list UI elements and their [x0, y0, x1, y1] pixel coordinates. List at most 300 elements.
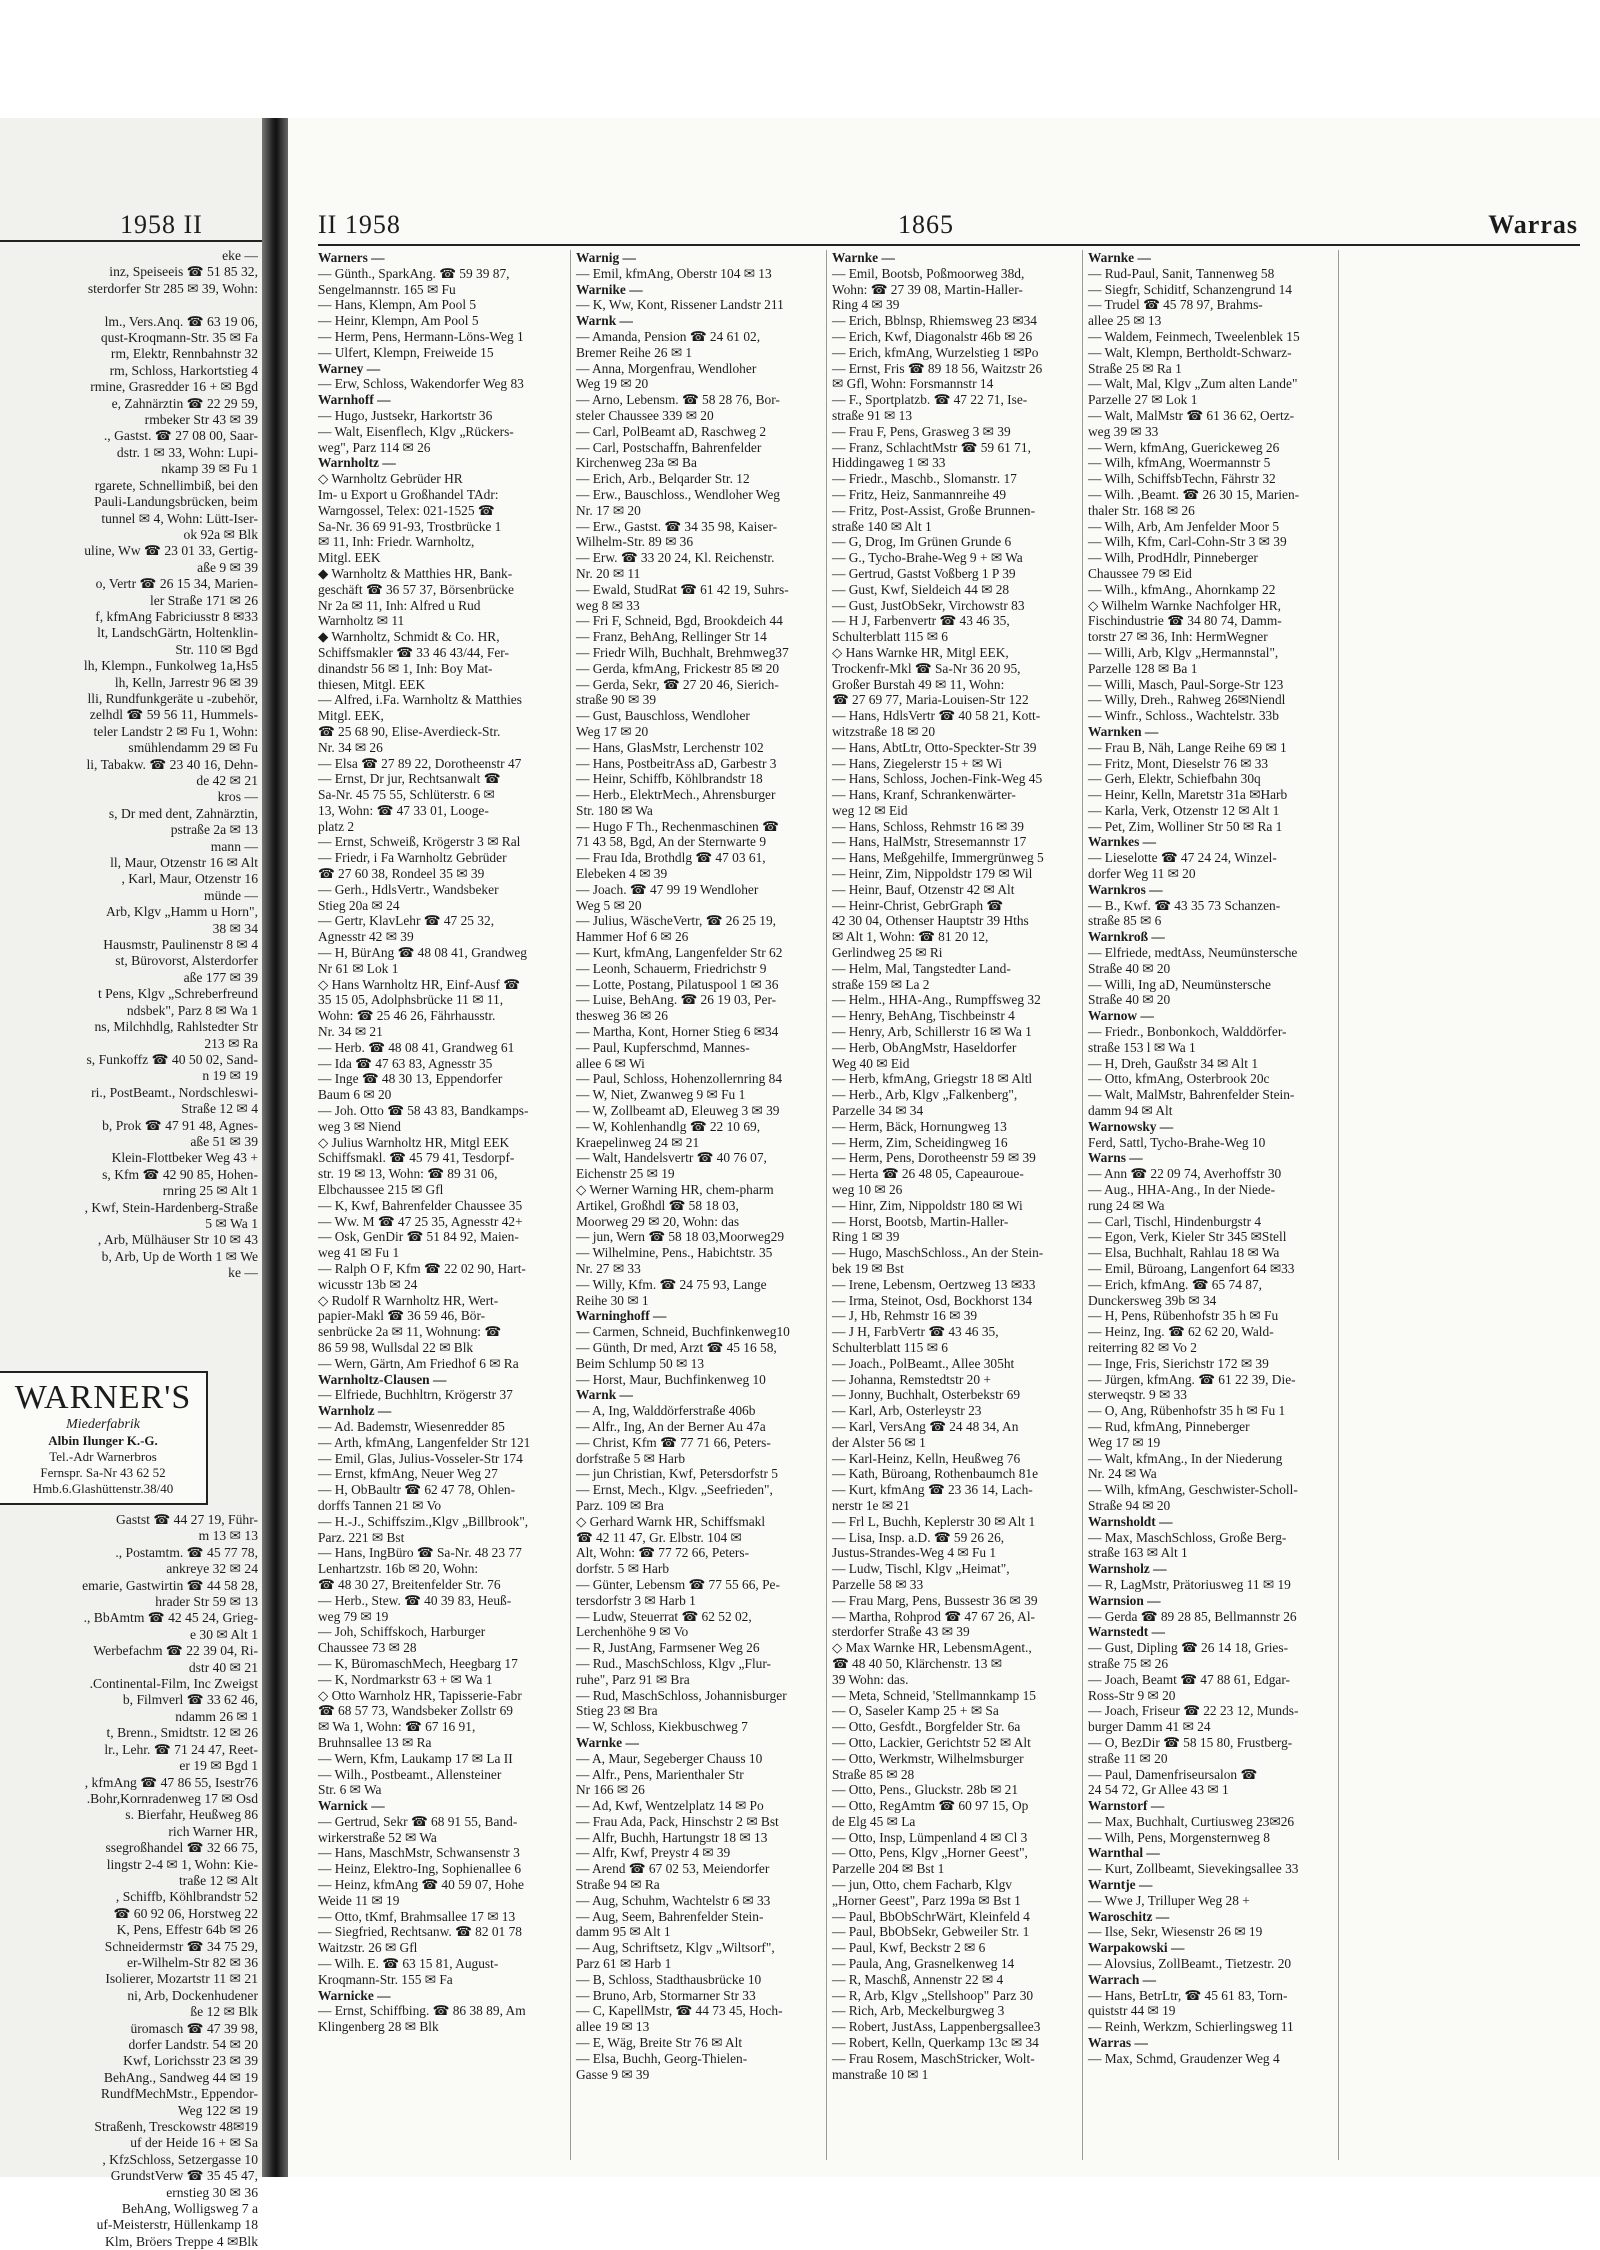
- left-page-entry-line: BehAng., Sandweg 44 ✉ 19: [103, 2069, 258, 2085]
- left-page-entry-line: smühlendamm 29 ✉ Fu: [128, 740, 258, 756]
- directory-entry-line: Warntje —: [1088, 1877, 1153, 1893]
- directory-entry-line: — Alfred, i.Fa. Warnholtz & Matthies: [318, 692, 522, 708]
- directory-entry-line: — Inge, Fris, Sierichstr 172 ✉ 39: [1088, 1355, 1269, 1371]
- directory-entry-line: — jun, Wern ☎ 58 18 03,Moorweg29: [576, 1229, 785, 1245]
- directory-entry-line: — Otto, Gesfdt., Borgfelder Str. 6a: [832, 1719, 1021, 1735]
- directory-entry-line: ◇ Wilhelm Warnke Nachfolger HR,: [1088, 597, 1281, 613]
- directory-columns: [318, 250, 1580, 2160]
- directory-entry-line: — Horst, Bootsb, Martin-Haller-: [832, 1213, 1009, 1229]
- left-page-entry-line: hrader Str 59 ✉ 13: [155, 1594, 258, 1610]
- directory-entry-line: — Karl-Heinz, Kelln, Heußweg 76: [832, 1450, 1021, 1466]
- directory-entry-line: — Heinr, Schiffb, Köhlbrandstr 18: [576, 771, 763, 787]
- left-page-entry-line: ll, Maur, Otzenstr 16 ✉ Alt: [110, 855, 258, 871]
- left-page-entry-line: ., Gastst. ☎ 27 08 00, Saar-: [103, 428, 258, 444]
- directory-entry-line: — Fri F, Schneid, Bgd, Brookdeich 44: [576, 613, 783, 629]
- directory-entry-line: ☎ 48 30 27, Breitenfelder Str. 76: [318, 1576, 501, 1592]
- directory-entry-line: ◇ Gerhard Warnk HR, Schiffsmakl: [576, 1513, 766, 1529]
- directory-entry-line: — Waldem, Feinmech, Tweelenblek 15: [1088, 328, 1300, 344]
- directory-entry-line: — R, Maschß, Annenstr 22 ✉ 4: [832, 1971, 1004, 1987]
- directory-entry-line: — Reinh, Werkzm, Schierlingsweg 11: [1088, 2019, 1294, 2035]
- directory-entry-line: platz 2: [318, 818, 355, 834]
- directory-entry-line: — Wilh., Postbeamt., Allensteiner: [318, 1766, 502, 1782]
- directory-entry-line: — Horst, Maur, Buchfinkenweg 10: [576, 1371, 766, 1387]
- directory-entry-line: Straße 40 ✉ 20: [1088, 992, 1171, 1008]
- directory-entry-line: — Erw. ☎ 33 20 24, Kl. Reichenstr.: [576, 550, 775, 566]
- directory-entry-line: — Alfr, Kwf, Preystr 4 ✉ 39: [576, 1845, 731, 1861]
- directory-entry-line: Parzelle 34 ✉ 34: [832, 1103, 924, 1119]
- directory-entry-line: ✉ 11, Inh: Friedr. Warnholtz,: [318, 534, 475, 550]
- directory-entry-line: — Gust, Bauschloss, Wendloher: [576, 708, 750, 724]
- directory-entry-line: — Arth, kfmAng, Langenfelder Str 121: [318, 1434, 531, 1450]
- directory-entry-line: Warnkes —: [1088, 834, 1157, 850]
- directory-entry-line: Straße 25 ✉ Ra 1: [1088, 360, 1182, 376]
- directory-entry-line: Warnkros —: [1088, 881, 1163, 897]
- left-page-entry-line: aße 51 ✉ 39: [190, 1133, 258, 1149]
- directory-entry-line: allee 6 ✉ Wi: [576, 1055, 645, 1071]
- directory-entry-line: — Hugo, MaschSchloss., An der Stein-: [832, 1245, 1044, 1261]
- directory-entry-line: Baum 6 ✉ 20: [318, 1087, 392, 1103]
- directory-entry-line: — Alfr., Ing, An der Berner Au 47a: [576, 1418, 766, 1434]
- left-page-entry-line: st, Bürovorst, Alsterdorfer: [115, 953, 258, 969]
- directory-entry-line: — Johanna, Remstedtstr 20 +: [832, 1371, 991, 1387]
- directory-entry-line: dorffs Tannen 21 ✉ Vo: [318, 1497, 442, 1513]
- directory-entry-line: Waroschitz —: [1088, 1908, 1170, 1924]
- left-page-entry-line: uf-Meisterstr, Hüllenkamp 18: [96, 2217, 258, 2233]
- directory-entry-line: Lerchenhöhe 9 ✉ Vo: [576, 1624, 689, 1640]
- left-page-entry-line: Straßenh, Tresckowstr 48✉19: [94, 2119, 258, 2135]
- directory-entry-line: — Fritz, Mont, Dieselstr 76 ✉ 33: [1088, 755, 1269, 771]
- left-page-entry-line: Klm, Bröers Treppe 4 ✉Blk: [105, 2233, 258, 2249]
- directory-entry-line: Schulterblatt 115 ✉ 6: [832, 629, 948, 645]
- directory-entry-line: — Elsa, Buchh, Georg-Thielen-: [576, 2050, 748, 2066]
- directory-entry-line: Chaussee 73 ✉ 28: [318, 1640, 417, 1656]
- directory-entry-line: weg 12 ✉ Eid: [832, 802, 908, 818]
- directory-entry-line: — Wilh. ,Beamt. ☎ 26 30 15, Marien-: [1088, 486, 1300, 502]
- left-page-entry-line: lli, Rundfunkgeräte u -zubehör,: [87, 690, 258, 706]
- directory-entry-line: — Paul, Damenfriseursalon ☎: [1088, 1766, 1258, 1782]
- directory-entry-line: — Egon, Verk, Kieler Str 345 ✉Stell: [1088, 1229, 1287, 1245]
- directory-entry-line: — H, Pens, Rübenhofstr 35 h ✉ Fu: [1088, 1308, 1279, 1324]
- directory-entry-line: weg 39 ✉ 33: [1088, 423, 1159, 439]
- directory-entry-line: — Gust, Kwf, Sieldeich 44 ✉ 28: [832, 581, 1010, 597]
- directory-entry-line: — Ad. Bademstr, Wiesenredder 85: [318, 1418, 505, 1434]
- directory-entry-line: — Willi, Arb, Klgv „Hermannstal",: [1088, 644, 1279, 660]
- directory-entry-line: — Otto, Werkmstr, Wilhelmsburger: [832, 1750, 1024, 1766]
- left-page-entry-line: rmbeker Str 43 ✉ 39: [144, 412, 258, 428]
- directory-entry-line: ☎ 25 68 90, Elise-Averdieck-Str.: [318, 723, 501, 739]
- right-page: [288, 118, 1600, 2177]
- directory-entry-line: — Hans, AbtLtr, Otto-Speckter-Str 39: [832, 739, 1037, 755]
- directory-entry-line: — Frl L, Buchh, Keplerstr 30 ✉ Alt 1: [832, 1513, 1036, 1529]
- directory-entry-line: Sengelmannstr. 165 ✉ Fu: [318, 281, 456, 297]
- directory-entry-line: — Friedr., Maschb., Slomanstr. 17: [832, 471, 1017, 487]
- directory-entry-line: — Otto, tKmf, Brahmsallee 17 ✉ 13: [318, 1908, 516, 1924]
- directory-entry-line: 71 43 58, Bgd, An der Sternwarte 9: [576, 834, 767, 850]
- directory-entry-line: — Hans, Kranf, Schrankenwärter-: [832, 787, 1016, 803]
- left-page-entry-line: ernstieg 30 ✉ 36: [166, 2184, 258, 2200]
- directory-entry-line: — Luise, BehAng. ☎ 26 19 03, Per-: [576, 992, 777, 1008]
- directory-entry-line: — Jonny, Buchhalt, Osterbekstr 69: [832, 1387, 1021, 1403]
- directory-entry-line: rung 24 ✉ Wa: [1088, 1197, 1165, 1213]
- left-page-entry-line: ns, Milchhdlg, Rahlstedter Str: [94, 1019, 258, 1035]
- left-page-entry-line: [0, 297, 258, 313]
- directory-entry-line: — Max, Schmd, Graudenzer Weg 4: [1088, 2050, 1280, 2066]
- directory-entry-line: wirkerstraße 52 ✉ Wa: [318, 1829, 437, 1845]
- directory-entry-line: Moorweg 29 ✉ 20, Wohn: das: [576, 1213, 740, 1229]
- left-page-entry-line: lh, Kelln, Jarrestr 96 ✉ 39: [114, 674, 258, 690]
- directory-entry-line: — Walt, kfmAng., In der Niederung: [1088, 1450, 1283, 1466]
- directory-entry-line: — Wilh, Kfm, Carl-Cohn-Str 3 ✉ 39: [1088, 534, 1287, 550]
- left-page-entry-line: ok 92a ✉ Blk: [183, 526, 258, 542]
- directory-entry-line: Kraepelinweg 24 ✉ 21: [576, 1134, 700, 1150]
- directory-entry-line: Kroqmann-Str. 155 ✉ Fa: [318, 1971, 453, 1987]
- ad-brand: WARNER'S: [14, 1379, 192, 1416]
- directory-entry-line: — R, Arb, Klgv „Stellshoop" Parz 30: [832, 1987, 1034, 2003]
- directory-entry-line: Nr 61 ✉ Lok 1: [318, 960, 399, 976]
- directory-entry-line: — Robert, JustAss, Lappenbergsallee3: [832, 2019, 1041, 2035]
- left-page-entry-line: , KfzSchloss, Setzergasse 10: [102, 2151, 258, 2167]
- directory-entry-line: — W, Zollbeamt aD, Eleuweg 3 ✉ 39: [576, 1103, 780, 1119]
- directory-entry-line: Parzelle 204 ✉ Bst 1: [832, 1861, 945, 1877]
- directory-entry-line: damm 95 ✉ Alt 1: [576, 1924, 671, 1940]
- ad-line-3: Fernspr. Sa-Nr 43 62 52: [40, 1465, 166, 1480]
- directory-entry-line: ◇ Julius Warnholtz HR, Mitgl EEK: [318, 1134, 510, 1150]
- directory-entry-line: — Helm, Mal, Tangstedter Land-: [832, 960, 1011, 976]
- directory-entry-line: — Trudel ☎ 45 78 97, Brahms-: [1088, 297, 1263, 313]
- directory-entry-line: — Herta ☎ 26 48 05, Capeauroue-: [832, 1166, 1024, 1182]
- left-page-entry-line: Isolierer, Mozartstr 11 ✉ 21: [105, 1971, 258, 1987]
- directory-entry-line: Nr 2a ✉ 11, Inh: Alfred u Rud: [318, 597, 481, 613]
- page-header: [318, 210, 1578, 242]
- left-page-entry-line: .Continental-Film, Inc Zweigst: [89, 1676, 258, 1692]
- directory-entry-line: senbrücke 2a ✉ 11, Wohnung: ☎: [318, 1324, 502, 1340]
- directory-entry-line: — Emil, Bootsb, Poßmoorweg 38d,: [832, 265, 1025, 281]
- left-page-entry-line: Straße 12 ✉ 4: [181, 1101, 258, 1117]
- directory-entry-line: — Joach, Beamt ☎ 47 88 61, Edgar-: [1088, 1671, 1290, 1687]
- left-page-entry-line: ., Postamtm. ☎ 45 77 78,: [115, 1544, 258, 1560]
- directory-entry-line: — Ilse, Sekr, Wiesenstr 26 ✉ 19: [1088, 1924, 1263, 1940]
- directory-entry-line: — F., Sportplatzb. ☎ 47 22 71, Ise-: [832, 392, 1028, 408]
- left-page-entry-line: er-Wilhelm-Str 82 ✉ 36: [127, 1954, 258, 1970]
- left-page-entry-line: ndsbek", Parz 8 ✉ Wa 1: [126, 1002, 258, 1018]
- directory-entry-line: Nr 166 ✉ 26: [576, 1782, 645, 1798]
- left-page-entry-line: lm., Vers.Anq. ☎ 63 19 06,: [104, 313, 258, 329]
- directory-entry-line: — Gerda ☎ 89 28 85, Bellmannstr 26: [1088, 1608, 1297, 1624]
- directory-entry-line: — Ernst, Mech., Klgv. „Seefrieden",: [576, 1482, 773, 1498]
- directory-entry-line: Parzelle 58 ✉ 33: [832, 1576, 924, 1592]
- left-page-entry-line: rich Warner HR,: [168, 1823, 258, 1839]
- directory-entry-line: — Winfr., Schloss., Wachtelstr. 33b: [1088, 708, 1279, 724]
- left-page-entry-line: s, Dr med dent, Zahnärztin,: [108, 805, 258, 821]
- directory-entry-line: — Carmen, Schneid, Buchfinkenweg10: [576, 1324, 790, 1340]
- left-page-entry-line: pstraße 2a ✉ 13: [170, 822, 258, 838]
- directory-entry-line: — Erw., Gastst. ☎ 34 35 98, Kaiser-: [576, 518, 778, 534]
- directory-entry-line: Bremer Reihe 26 ✉ 1: [576, 344, 693, 360]
- directory-entry-line: Warnsion —: [1088, 1592, 1161, 1608]
- directory-entry-line: — Aug., HHA-Ang., In der Niede-: [1088, 1182, 1276, 1198]
- directory-entry-line: weg 41 ✉ Fu 1: [318, 1245, 400, 1261]
- directory-entry-line: — Elfriede, medtAss, Neumünstersche: [1088, 945, 1298, 961]
- left-page-entry-line: ler Straße 171 ✉ 26: [149, 592, 258, 608]
- directory-entry-line: — Herb., Stew. ☎ 40 39 83, Heuß-: [318, 1592, 512, 1608]
- directory-entry-line: — Max, Buchhalt, Curtiusweg 23✉26: [1088, 1813, 1295, 1829]
- directory-entry-line: str. 19 ✉ 13, Wohn: ☎ 89 31 06,: [318, 1166, 498, 1182]
- directory-entry-line: — Friedr., Bonbonkoch, Walddörfer-: [1088, 1024, 1287, 1040]
- directory-entry-line: Weg 40 ✉ Eid: [832, 1055, 910, 1071]
- directory-entry-line: reiterring 82 ✉ Vo 2: [1088, 1339, 1197, 1355]
- left-page-entry-line: o, Vertr ☎ 26 15 34, Marien-: [95, 576, 258, 592]
- directory-entry-line: — Hans, Klempn, Am Pool 5: [318, 297, 477, 313]
- directory-entry-line: — Rich, Arb, Meckelburgweg 3: [832, 2003, 1005, 2019]
- directory-entry-line: ✉ Wa 1, Wohn: ☎ 67 16 91,: [318, 1719, 476, 1735]
- directory-entry-line: Klingenberg 28 ✉ Blk: [318, 2019, 439, 2035]
- directory-entry-line: — Frau Ada, Pack, Hinschstr 2 ✉ Bst: [576, 1813, 779, 1829]
- directory-entry-line: dinandstr 56 ✉ 1, Inh: Boy Mat-: [318, 660, 493, 676]
- directory-entry-line: Weide 11 ✉ 19: [318, 1892, 400, 1908]
- directory-entry-line: — Walt, MalMstr ☎ 61 36 62, Oertz-: [1088, 407, 1295, 423]
- directory-entry-line: — Gertr, KlavLehr ☎ 47 25 32,: [318, 913, 495, 929]
- directory-entry-line: — jun, Otto, chem Facharb, Klgv: [832, 1877, 1012, 1893]
- directory-entry-line: — Ad, Kwf, Wentzelplatz 14 ✉ Po: [576, 1798, 764, 1814]
- directory-entry-line: — H J, Farbenvertr ☎ 43 46 35,: [832, 613, 1010, 629]
- left-page-entry-line: s, Kfm ☎ 42 90 85, Hohen-: [102, 1166, 258, 1182]
- directory-entry-line: — K, Ww, Kont, Rissener Landstr 211: [576, 297, 784, 313]
- directory-entry-line: ✉ Gfl, Wohn: Forsmannstr 14: [832, 376, 994, 392]
- directory-entry-line: Warras —: [1088, 2035, 1148, 2051]
- directory-entry-line: Waitzstr. 26 ✉ Gfl: [318, 1940, 418, 1956]
- left-page-rule: [0, 240, 262, 242]
- directory-entry-line: der Alster 56 ✉ 1: [832, 1434, 926, 1450]
- directory-entry-line: — Wilh, kfmAng, Geschwister-Scholl-: [1088, 1482, 1298, 1498]
- directory-entry-line: — Hans, GlasMstr, Lerchenstr 102: [576, 739, 764, 755]
- left-page-entry-line: e, Zahnärztin ☎ 22 29 59,: [111, 395, 258, 411]
- directory-entry-line: Lenhartzstr. 16b ✉ 20, Wohn:: [318, 1561, 479, 1577]
- warners-advertisement: [0, 1371, 208, 1505]
- directory-entry-line: — Fritz, Post-Assist, Große Brunnen-: [832, 502, 1036, 518]
- directory-entry-line: — Wilh. E. ☎ 63 15 81, August-: [318, 1956, 499, 1972]
- directory-entry-line: Chaussee 79 ✉ Eid: [1088, 565, 1192, 581]
- directory-entry-line: — Gust, JustObSekr, Virchowstr 83: [832, 597, 1025, 613]
- directory-entry-line: Nr. 27 ✉ 33: [576, 1261, 641, 1276]
- directory-column-1: [318, 250, 568, 2160]
- directory-entry-line: 42 30 04, Othenser Hauptstr 39 Hths: [832, 913, 1029, 929]
- directory-entry-line: — Aug, Schriftsetz, Klgv „Wiltsorf",: [576, 1940, 775, 1956]
- directory-entry-line: Gasse 9 ✉ 39: [576, 2066, 650, 2082]
- directory-entry-line: — Erich, kfmAng, Wurzelstieg 1 ✉Po: [832, 344, 1039, 360]
- directory-entry-line: ✉ Alt 1, Wohn: ☎ 81 20 12,: [832, 929, 989, 945]
- header-rule: [318, 244, 1580, 246]
- directory-entry-line: — Helm., HHA-Ang., Rumpffsweg 32: [832, 992, 1041, 1008]
- directory-entry-line: weg 3 ✉ Niend: [318, 1118, 401, 1134]
- directory-entry-line: Weg 5 ✉ 20: [576, 897, 642, 913]
- directory-entry-line: — Max, MaschSchloss, Große Berg-: [1088, 1529, 1287, 1545]
- directory-entry-line: — Robert, Kelln, Querkamp 13c ✉ 34: [832, 2035, 1039, 2051]
- left-page-entry-line: uline, Ww ☎ 23 01 33, Gertig-: [84, 543, 258, 559]
- left-page-entry-line: sterdorfer Str 285 ✉ 39, Wohn:: [87, 280, 258, 296]
- directory-entry-line: Warnicke —: [318, 1987, 391, 2003]
- directory-entry-line: Trockenfr-Mkl ☎ Sa-Nr 36 20 95,: [832, 660, 1021, 676]
- directory-entry-line: — Elsa, Buchhalt, Rahlau 18 ✉ Wa: [1088, 1245, 1280, 1261]
- directory-entry-line: Elebeken 4 ✉ 39: [576, 866, 668, 882]
- directory-entry-line: ◇ Max Warnke HR, LebensmAgent.,: [832, 1640, 1032, 1656]
- directory-entry-line: — Herb., Arb, Klgv „Falkenberg",: [832, 1087, 1018, 1103]
- directory-entry-line: — Walt, Mal, Klgv „Zum alten Lande": [1088, 376, 1298, 392]
- directory-entry-line: witzstraße 18 ✉ 20: [832, 723, 936, 739]
- directory-entry-line: Warnke —: [832, 250, 895, 265]
- directory-entry-line: geschäft ☎ 36 57 37, Börsenbrücke: [318, 581, 514, 597]
- directory-entry-line: — Paul, Kupferschmd, Mannes-: [576, 1039, 750, 1055]
- directory-entry-line: Hammer Hof 6 ✉ 26: [576, 929, 689, 945]
- directory-entry-line: Warpakowski —: [1088, 1940, 1185, 1956]
- directory-entry-line: — Wilh, kfmAng, Woermannstr 5: [1088, 455, 1271, 471]
- directory-entry-line: Nr. 17 ✉ 20: [576, 502, 641, 518]
- directory-entry-line: — Carl, Tischl, Hindenburgstr 4: [1088, 1213, 1262, 1229]
- directory-entry-line: Gerlindweg 25 ✉ Ri: [832, 945, 943, 961]
- directory-entry-line: — Paula, Ang, Grasnelkenweg 14: [832, 1956, 1015, 1972]
- directory-entry-line: — Ida ☎ 47 63 83, Agnesstr 35: [318, 1055, 493, 1071]
- left-page-entry-line: .Bohr,Kornradenweg 17 ✉ Osd: [86, 1790, 258, 1806]
- directory-entry-line: Ring 4 ✉ 39: [832, 297, 900, 313]
- directory-entry-line: ☎ 48 40 50, Klärchenstr. 13 ✉: [832, 1655, 1002, 1671]
- directory-entry-line: — Heinr-Christ, GebrGraph ☎: [832, 897, 1004, 913]
- directory-entry-line: — R, JustAng, Farmsener Weg 26: [576, 1640, 760, 1656]
- directory-entry-line: straße 163 ✉ Alt 1: [1088, 1545, 1188, 1561]
- directory-entry-line: — Kurt, kfmAng ☎ 23 36 14, Lach-: [832, 1482, 1033, 1498]
- left-page-entry-line: emarie, Gastwirtin ☎ 44 58 28,: [82, 1577, 258, 1593]
- directory-entry-line: — Paul, Schloss, Hohenzollernring 84: [576, 1071, 783, 1087]
- directory-entry-line: — Amanda, Pension ☎ 24 61 02,: [576, 328, 761, 344]
- left-page-entry-line: de 42 ✉ 21: [196, 773, 258, 788]
- directory-entry-line: ◇ Warnholtz Gebrüder HR: [318, 471, 463, 487]
- directory-entry-line: Warnike —: [576, 281, 643, 297]
- directory-entry-line: Parz 61 ✉ Harb 1: [576, 1956, 672, 1972]
- directory-entry-line: Warrach —: [1088, 1971, 1157, 1987]
- left-page-entry-line: m 13 ✉ 13: [198, 1528, 258, 1544]
- directory-entry-line: — Erich, kfmAng. ☎ 65 74 87,: [1088, 1276, 1262, 1292]
- directory-entry-line: — Arend ☎ 67 02 53, Meiendorfer: [576, 1861, 770, 1877]
- directory-entry-line: — Erw, Schloss, Wakendorfer Weg 83: [318, 376, 524, 392]
- directory-entry-line: — Herb. ☎ 48 08 41, Grandweg 61: [318, 1039, 515, 1055]
- directory-entry-line: Ring 1 ✉ 39: [832, 1229, 900, 1245]
- directory-entry-line: — Gust, Dipling ☎ 26 14 18, Gries-: [1088, 1640, 1289, 1656]
- directory-entry-line: Warnholtz —: [318, 455, 396, 471]
- directory-entry-line: — Alovsius, ZollBeamt., Tietzestr. 20: [1088, 1956, 1292, 1972]
- directory-entry-line: — Emil, kfmAng, Oberstr 104 ✉ 13: [576, 265, 772, 281]
- directory-entry-line: — Otto, Insp, Lümpenland 4 ✉ Cl 3: [832, 1829, 1028, 1845]
- directory-entry-line: straße 75 ✉ 26: [1088, 1655, 1169, 1671]
- directory-entry-line: — K, BüromaschMech, Heegbarg 17: [318, 1655, 518, 1671]
- directory-entry-line: Warnstorf —: [1088, 1798, 1165, 1814]
- left-page-entry-line: Schneidermstr ☎ 34 75 29,: [104, 1938, 258, 1954]
- directory-entry-line: — Paul, Kwf, Beckstr 2 ✉ 6: [832, 1940, 986, 1956]
- left-page-entry-line: münde —: [204, 887, 258, 903]
- directory-entry-line: — Emil, Büroang, Langenfort 64 ✉33: [1088, 1261, 1295, 1276]
- directory-entry-line: — Anna, Morgenfrau, Wendloher: [576, 360, 757, 376]
- directory-entry-line: torstr 27 ✉ 36, Inh: HermWegner: [1088, 629, 1268, 645]
- ad-line-2: Tel.-Adr Warnerbros: [49, 1449, 157, 1464]
- left-page-entry-line: qust-Kroqmann-Str. 35 ✉ Fa: [100, 330, 258, 346]
- directory-entry-line: weg", Parz 114 ✉ 26: [318, 439, 431, 455]
- directory-entry-line: ☎ 27 60 38, Rondeel 35 ✉ 39: [318, 866, 485, 882]
- directory-entry-line: — Herm, Pens, Dorotheenstr 59 ✉ 39: [832, 1150, 1036, 1166]
- directory-entry-line: — Lotte, Postang, Pilatuspool 1 ✉ 36: [576, 976, 779, 992]
- directory-entry-line: — Paul, BbObSekr, Gebweiler Str. 1: [832, 1924, 1030, 1940]
- left-page-entry-line: li, Tabakw. ☎ 23 40 16, Dehn-: [86, 756, 258, 772]
- directory-entry-line: Elbchaussee 215 ✉ Gfl: [318, 1182, 444, 1198]
- directory-entry-line: — Rud., MaschSchloss, Klgv „Flur-: [576, 1655, 772, 1671]
- directory-entry-line: Mitgl. EEK: [318, 550, 381, 566]
- directory-entry-line: Straße 94 ✉ Ra: [576, 1877, 660, 1893]
- directory-entry-line: — Willy, Kfm. ☎ 24 75 93, Lange: [576, 1276, 767, 1292]
- left-page-entry-line: kros —: [217, 789, 258, 805]
- directory-entry-line: — Elsa ☎ 27 89 22, Dorotheenstr 47: [318, 755, 522, 771]
- directory-entry-line: — B, Schloss, Stadthausbrücke 10: [576, 1971, 762, 1987]
- directory-entry-line: — Bruno, Arb, Stormarner Str 33: [576, 1987, 756, 2003]
- left-page-entry-line: dorfer Landstr. 54 ✉ 20: [128, 2037, 258, 2052]
- left-page-entry-line: , Arb, Mülhäuser Str 10 ✉ 43: [97, 1232, 258, 1248]
- left-page-entry-line: s, Funkoffz ☎ 40 50 02, Sand-: [86, 1051, 258, 1067]
- directory-entry-line: Stieg 23 ✉ Bra: [576, 1703, 658, 1719]
- directory-entry-line: Warners —: [318, 250, 385, 265]
- directory-entry-line: — Osk, GenDir ☎ 51 84 92, Maien-: [318, 1229, 519, 1245]
- directory-entry-line: straße 140 ✉ Alt 1: [832, 518, 932, 534]
- directory-entry-line: allee 25 ✉ 13: [1088, 313, 1162, 329]
- directory-entry-line: Sa-Nr. 45 75 55, Schlüterstr. 6 ✉: [318, 787, 495, 803]
- directory-entry-line: steler Chaussee 339 ✉ 20: [576, 407, 714, 423]
- directory-entry-line: — Frau Rosem, MaschStricker, Wolt-: [832, 2050, 1035, 2066]
- directory-entry-line: — O, Ang, Rübenhofstr 35 h ✉ Fu 1: [1088, 1403, 1286, 1419]
- directory-entry-line: — Hans, BetrLtr, ☎ 45 61 83, Torn-: [1088, 1987, 1288, 2003]
- left-page-entry-line: lh, Klempn., Funkolweg 1a,Hs5: [83, 658, 258, 674]
- directory-entry-line: dorfstr. 5 ✉ Harb: [576, 1561, 670, 1577]
- page-number: 1865: [898, 210, 954, 239]
- directory-entry-line: Ferd, Sattl, Tycho-Brahe-Weg 10: [1088, 1134, 1266, 1150]
- left-page-entry-line: ., BbAmtm ☎ 42 45 24, Grieg-: [83, 1610, 258, 1626]
- directory-entry-line: — Gertrud, Gastst Voßberg 1 P 39: [832, 565, 1016, 581]
- directory-entry-line: — Alfr., Pens, Marienthaler Str: [576, 1766, 744, 1782]
- directory-entry-line: bek 19 ✉ Bst: [832, 1261, 904, 1276]
- directory-entry-line: — Joh. Otto ☎ 58 43 83, Bandkamps-: [318, 1103, 529, 1119]
- directory-entry-line: — Karla, Verk, Otzenstr 12 ✉ Alt 1: [1088, 802, 1280, 818]
- directory-entry-line: sterdorfer Straße 43 ✉ 39: [832, 1624, 970, 1640]
- column-separator: [1338, 250, 1339, 2160]
- directory-entry-line: — K, Nordmarkstr 63 + ✉ Wa 1: [318, 1671, 493, 1687]
- directory-entry-line: — Elfriede, Buchhltrn, Krögerstr 37: [318, 1387, 513, 1403]
- directory-entry-line: — Martha, Rohprod ☎ 47 67 26, Al-: [832, 1608, 1036, 1624]
- directory-entry-line: — Erw., Bauschloss., Wendloher Weg: [576, 486, 781, 502]
- directory-entry-line: Straße 85 ✉ 28: [832, 1766, 915, 1782]
- left-page-entry-line: ndamm 26 ✉ 1: [175, 1708, 258, 1724]
- directory-entry-line: papier-Makl ☎ 36 59 46, Bör-: [318, 1308, 486, 1324]
- left-page-entry-line: er 19 ✉ Bgd 1: [179, 1758, 258, 1774]
- directory-entry-line: Fischindustrie ☎ 34 80 74, Damm-: [1088, 613, 1282, 629]
- directory-entry-line: — Ww. M ☎ 47 25 35, Agnesstr 42+: [318, 1213, 523, 1229]
- directory-entry-line: Nr. 24 ✉ Wa: [1088, 1466, 1157, 1482]
- directory-entry-line: weg 8 ✉ 33: [576, 597, 640, 613]
- directory-entry-line: — Joach., PolBeamt., Allee 305ht: [832, 1355, 1015, 1371]
- left-page-entry-line: rnring 25 ✉ Alt 1: [162, 1183, 258, 1199]
- directory-entry-line: — Carl, Postschaffn, Bahrenfelder: [576, 439, 762, 455]
- directory-column-4: [1088, 250, 1338, 2160]
- directory-entry-line: — Henry, Arb, Schillerstr 16 ✉ Wa 1: [832, 1024, 1032, 1040]
- directory-entry-line: Str. 180 ✉ Wa: [576, 802, 653, 818]
- left-page-entry-line: ri., PostBeamt., Nordschleswi-: [91, 1084, 258, 1100]
- directory-entry-line: — J H, FarbVertr ☎ 43 46 35,: [832, 1324, 999, 1340]
- left-page-entry-line: mann —: [210, 838, 258, 854]
- directory-entry-line: — Otto, kfmAng, Osterbrook 20c: [1088, 1071, 1270, 1087]
- directory-entry-line: — Ludw, Tischl, Klgv „Heimat",: [832, 1561, 1010, 1577]
- directory-entry-line: — Heinz, Elektro-Ing, Sophienallee 6: [318, 1861, 522, 1877]
